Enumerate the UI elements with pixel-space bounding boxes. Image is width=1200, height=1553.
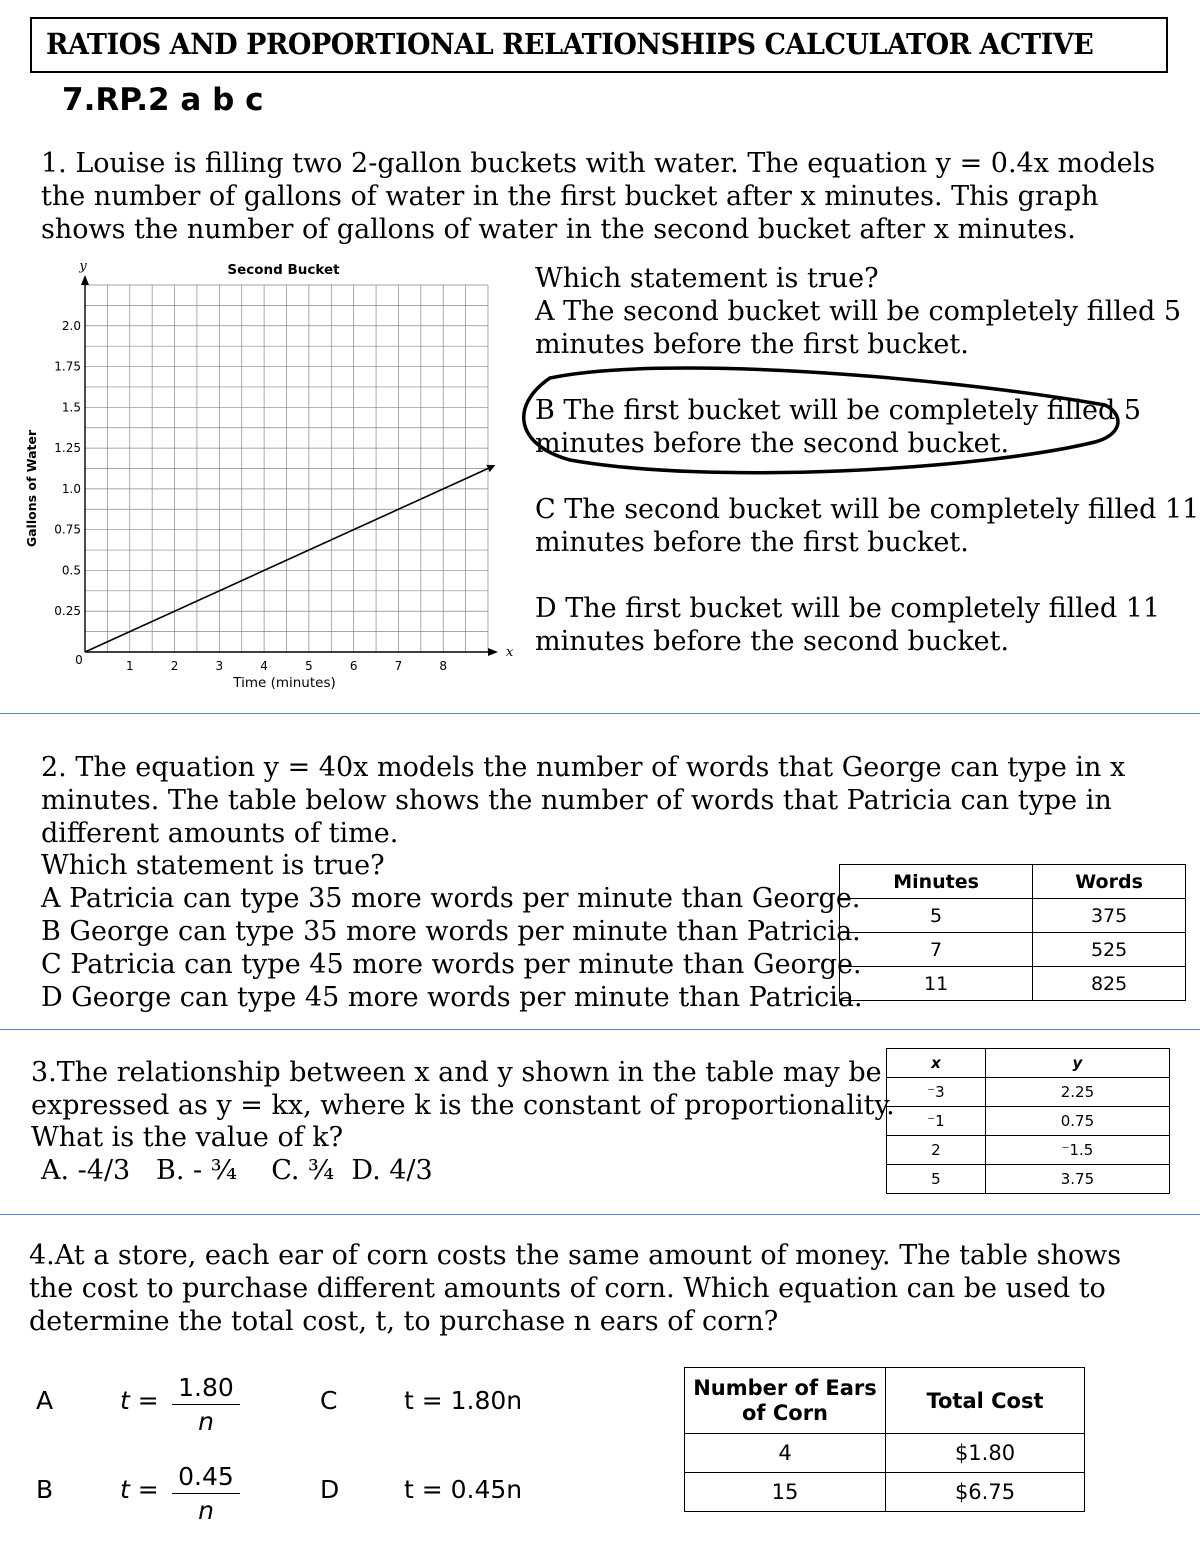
q2-choice-d: D George can type 45 more words per minute than Patricia. — [41, 982, 863, 1013]
y-tick-label: 0.75 — [54, 522, 81, 537]
section-divider-1 — [0, 713, 1200, 714]
q4-option-a-fraction — [172, 1373, 240, 1436]
fraction-denominator: n — [198, 1496, 214, 1525]
table-cell: 2.25 — [985, 1078, 1169, 1107]
q4-table-header-ears: Number of Ears of Corn — [685, 1368, 886, 1434]
q1-question: Which statement is true? — [535, 263, 879, 294]
worksheet-title: RATIOS AND PROPORTIONAL RELATIONSHIPS CALCULATOR ACTIVE — [46, 27, 1094, 61]
table-cell: $1.80 — [886, 1434, 1085, 1473]
q3-table-header-x: x — [887, 1049, 986, 1078]
x-tick-label: 4 — [260, 659, 268, 673]
q4-option-a-letter: A — [36, 1386, 54, 1415]
y-tick-label: 1.5 — [61, 400, 81, 415]
q2-choice-c: C Patricia can type 45 more words per minute than George. — [41, 949, 862, 980]
table-cell: 4 — [685, 1434, 886, 1473]
x-tick-label: 2 — [170, 659, 179, 673]
q1-stem-line-2: the number of gallons of water in the first bucket after x minutes. This graph — [41, 181, 1099, 212]
x-tick-label: 8 — [439, 659, 448, 673]
q1-stem-line-3: shows the number of gallons of water in the second bucket after x minutes. — [41, 214, 1076, 245]
table-cell: ⁻1.5 — [985, 1136, 1169, 1165]
q4-option-b-letter: B — [36, 1475, 54, 1504]
y-axis-arrow — [81, 275, 89, 285]
q3-table-header-y: y — [985, 1049, 1169, 1078]
q1-stem-line-1: 1. Louise is filling two 2-gallon buckets with water. The equation y = 0.4x models — [41, 148, 1156, 179]
x-axis-label: Time (minutes) — [233, 675, 336, 691]
q4-option-b-lhs: t = — [120, 1475, 159, 1504]
table-cell: 525 — [1033, 933, 1186, 967]
second-bucket-chart — [18, 255, 518, 700]
origin-label: 0 — [75, 653, 83, 667]
answer-circle-mark — [510, 360, 1130, 485]
table-cell: 0.75 — [985, 1107, 1169, 1136]
table-cell: 5 — [840, 899, 1033, 933]
q3-stem-line-3: What is the value of k? — [31, 1122, 344, 1153]
x-axis-letter: x — [506, 645, 514, 660]
y-tick-label: 0.25 — [54, 604, 81, 619]
table-cell: 3.75 — [985, 1165, 1169, 1194]
q3-stem-line-2: expressed as y = kx, where k is the constant of proportionality. — [31, 1090, 895, 1121]
q3-stem-line-1: 3.The relationship between x and y shown in the table may be — [31, 1057, 882, 1088]
q4-stem-line-3: determine the total cost, t, to purchase n ears of corn? — [29, 1306, 779, 1337]
y-tick-label: 0.5 — [61, 563, 81, 578]
q2-question: Which statement is true? — [41, 850, 385, 881]
table-cell: 15 — [685, 1473, 886, 1512]
q2-table-header-minutes: Minutes — [840, 865, 1033, 899]
chart-title: Second Bucket — [227, 262, 340, 278]
standard-code: 7.RP.2 a b c — [62, 82, 264, 118]
q4-stem-line-1: 4.At a store, each ear of corn costs the same amount of money. The table shows — [29, 1240, 1122, 1271]
q3-choices: A. -4/3 B. - ¾ C. ¾ D. 4/3 — [41, 1155, 433, 1186]
x-tick-label: 5 — [305, 659, 313, 673]
q1-choice-d-line-1: D The first bucket will be completely filled 11 — [535, 593, 1161, 624]
table-cell: 375 — [1033, 899, 1186, 933]
x-tick-label: 1 — [125, 659, 134, 673]
q1-choice-b-line-2: minutes before the second bucket. — [535, 428, 1010, 459]
y-tick-label: 1.25 — [54, 441, 81, 456]
table-cell: $6.75 — [886, 1473, 1085, 1512]
section-divider-3 — [0, 1214, 1200, 1215]
fraction-numerator: 0.45 — [172, 1462, 240, 1494]
q4-table-header-cost: Total Cost — [886, 1368, 1085, 1434]
title-box — [30, 17, 1168, 73]
table-cell: 11 — [840, 967, 1033, 1001]
q2-choice-a: A Patricia can type 35 more words per minute than George. — [41, 883, 861, 914]
q2-stem-line-2: minutes. The table below shows the number of words that Patricia can type in — [41, 785, 1112, 816]
y-tick-label: 1.75 — [54, 359, 81, 374]
y-tick-label: 1.0 — [61, 481, 81, 496]
q1-choice-d-line-2: minutes before the second bucket. — [535, 626, 1010, 657]
q1-choice-a-line-1: A The second bucket will be completely filled 5 — [535, 296, 1181, 327]
q4-option-c-expression: t = 1.80n — [404, 1386, 523, 1415]
fraction-denominator: n — [198, 1407, 214, 1436]
table-cell: 7 — [840, 933, 1033, 967]
table-cell: 825 — [1033, 967, 1186, 1001]
q2-stem-line-3: different amounts of time. — [41, 818, 399, 849]
q2-choice-b: B George can type 35 more words per minute than Patricia. — [41, 916, 861, 947]
q2-table-header-words: Words — [1033, 865, 1186, 899]
q1-choice-c-line-2: minutes before the first bucket. — [535, 527, 969, 558]
q4-option-d-expression: t = 0.45n — [404, 1475, 523, 1504]
q3-table — [886, 1048, 1170, 1194]
x-tick-label: 3 — [215, 659, 224, 673]
fraction-numerator: 1.80 — [172, 1373, 240, 1405]
q4-option-c-letter: C — [320, 1386, 338, 1415]
table-cell: ⁻1 — [887, 1107, 986, 1136]
table-cell: 2 — [887, 1136, 986, 1165]
x-axis-arrow — [488, 648, 498, 656]
y-axis-label: Gallons of Water — [24, 429, 39, 548]
q2-stem-line-1: 2. The equation y = 40x models the number of words that George can type in x — [41, 752, 1126, 783]
q4-option-b-fraction — [172, 1462, 240, 1525]
q2-table — [839, 864, 1186, 1001]
q4-option-d-letter: D — [320, 1475, 340, 1504]
x-tick-label: 7 — [394, 659, 403, 673]
q1-choice-c-line-1: C The second bucket will be completely filled 11 — [535, 494, 1200, 525]
q1-choice-a-line-2: minutes before the first bucket. — [535, 329, 969, 360]
y-axis-letter: y — [79, 259, 87, 274]
q1-choice-b-line-1: B The first bucket will be completely filled 5 — [535, 395, 1142, 426]
q4-table — [684, 1367, 1085, 1512]
y-tick-label: 2.0 — [61, 318, 81, 333]
q4-stem-line-2: the cost to purchase different amounts of corn. Which equation can be used to — [29, 1273, 1106, 1304]
table-cell: ⁻3 — [887, 1078, 986, 1107]
q4-option-a-lhs: t = — [120, 1386, 159, 1415]
table-cell: 5 — [887, 1165, 986, 1194]
x-tick-label: 6 — [349, 659, 358, 673]
section-divider-2 — [0, 1029, 1200, 1030]
